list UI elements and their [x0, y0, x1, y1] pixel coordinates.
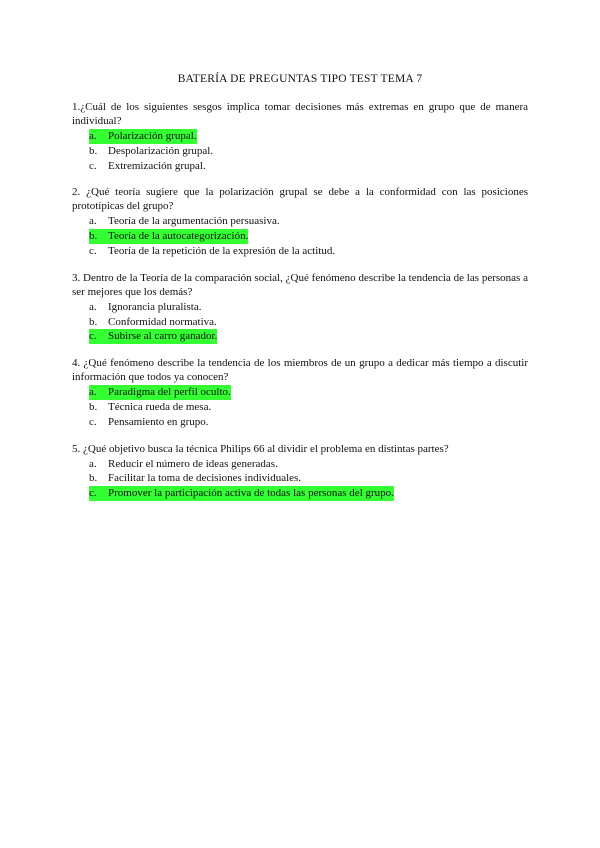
option-letter: a. [89, 129, 108, 144]
answer-option-correct [72, 486, 528, 501]
option-text: Conformidad normativa. [108, 315, 217, 328]
answer-option [72, 214, 528, 229]
option-letter: b. [89, 400, 98, 413]
option-letter: a. [89, 385, 108, 400]
option-text: Paradigma del perfil oculto. [108, 386, 231, 399]
answer-options [72, 300, 528, 344]
question-text: 4. ¿Qué fenómeno describe la tendencia de los miembros de un grupo a dedicar más tiempo a discutir información que todos ya conocen? [72, 357, 528, 384]
answer-option [72, 300, 528, 315]
option-text: Subirse al carro ganador. [108, 330, 218, 343]
answer-option [72, 244, 528, 259]
option-letter: b. [89, 229, 108, 244]
option-letter: b. [89, 315, 98, 328]
question-block [72, 442, 528, 501]
question-text: 1.¿Cuál de los siguientes sesgos implica tomar decisiones más extremas en grupo que de manera individual? [72, 101, 528, 127]
option-text: Extremización grupal. [108, 159, 206, 172]
option-text: Teoría de la argumentación persuasiva. [108, 215, 280, 228]
answer-option [72, 415, 528, 430]
question-block [72, 100, 528, 173]
option-letter: a. [89, 215, 97, 228]
option-text: Facilitar la toma de decisiones individuales. [108, 472, 302, 485]
option-letter: c. [89, 415, 97, 428]
question-block [72, 185, 528, 258]
answer-option [72, 471, 528, 486]
answer-option-correct [72, 129, 528, 144]
question-text: 5. ¿Qué objetivo busca la técnica Philips 66 al dividir el problema en distintas partes? [72, 442, 449, 455]
option-text: Polarización grupal. [108, 130, 197, 142]
answer-options [72, 457, 528, 501]
answer-option-correct [72, 229, 528, 244]
option-text: Despolarización grupal. [108, 144, 214, 157]
answer-options [72, 129, 528, 173]
option-text: Técnica rueda de mesa. [108, 400, 212, 413]
answer-option [72, 457, 528, 472]
document-title: BATERÍA DE PREGUNTAS TIPO TEST TEMA 7 [177, 73, 423, 85]
answer-option [72, 400, 528, 415]
question-list [72, 100, 528, 513]
option-text: Pensamiento en grupo. [108, 415, 209, 428]
option-letter: b. [89, 472, 98, 485]
answer-option-correct [72, 329, 528, 344]
answer-option [72, 315, 528, 330]
question-text: 3. Dentro de la Teoría de la comparación social, ¿Qué fenómeno describe la tendencia de las personas a ser mejores que los demás? [72, 271, 528, 298]
question-text: 2. ¿Qué teoría sugiere que la polarización grupal se debe a la conformidad con las posiciones prototípicas del grupo? [72, 186, 528, 213]
answer-option-correct [72, 385, 528, 400]
question-block [72, 356, 528, 429]
option-text: Promover la participación activa de todas las personas del grupo. [108, 487, 394, 500]
option-text: Reducir el número de ideas generadas. [108, 457, 278, 470]
answer-option [72, 159, 528, 174]
option-letter: c. [89, 329, 108, 344]
option-text: Teoría de la repetición de la expresión de la actitud. [108, 244, 336, 257]
answer-option [72, 144, 528, 159]
question-block [72, 271, 528, 344]
option-letter: c. [89, 159, 97, 172]
option-letter: c. [89, 486, 108, 501]
answer-options [72, 385, 528, 429]
option-letter: c. [89, 244, 97, 257]
option-text: Ignorancia pluralista. [108, 300, 202, 313]
option-letter: b. [89, 144, 98, 157]
option-letter: a. [89, 300, 97, 313]
option-letter: a. [89, 457, 97, 470]
option-text: Teoría de la autocategorización. [108, 230, 249, 243]
answer-options [72, 214, 528, 258]
